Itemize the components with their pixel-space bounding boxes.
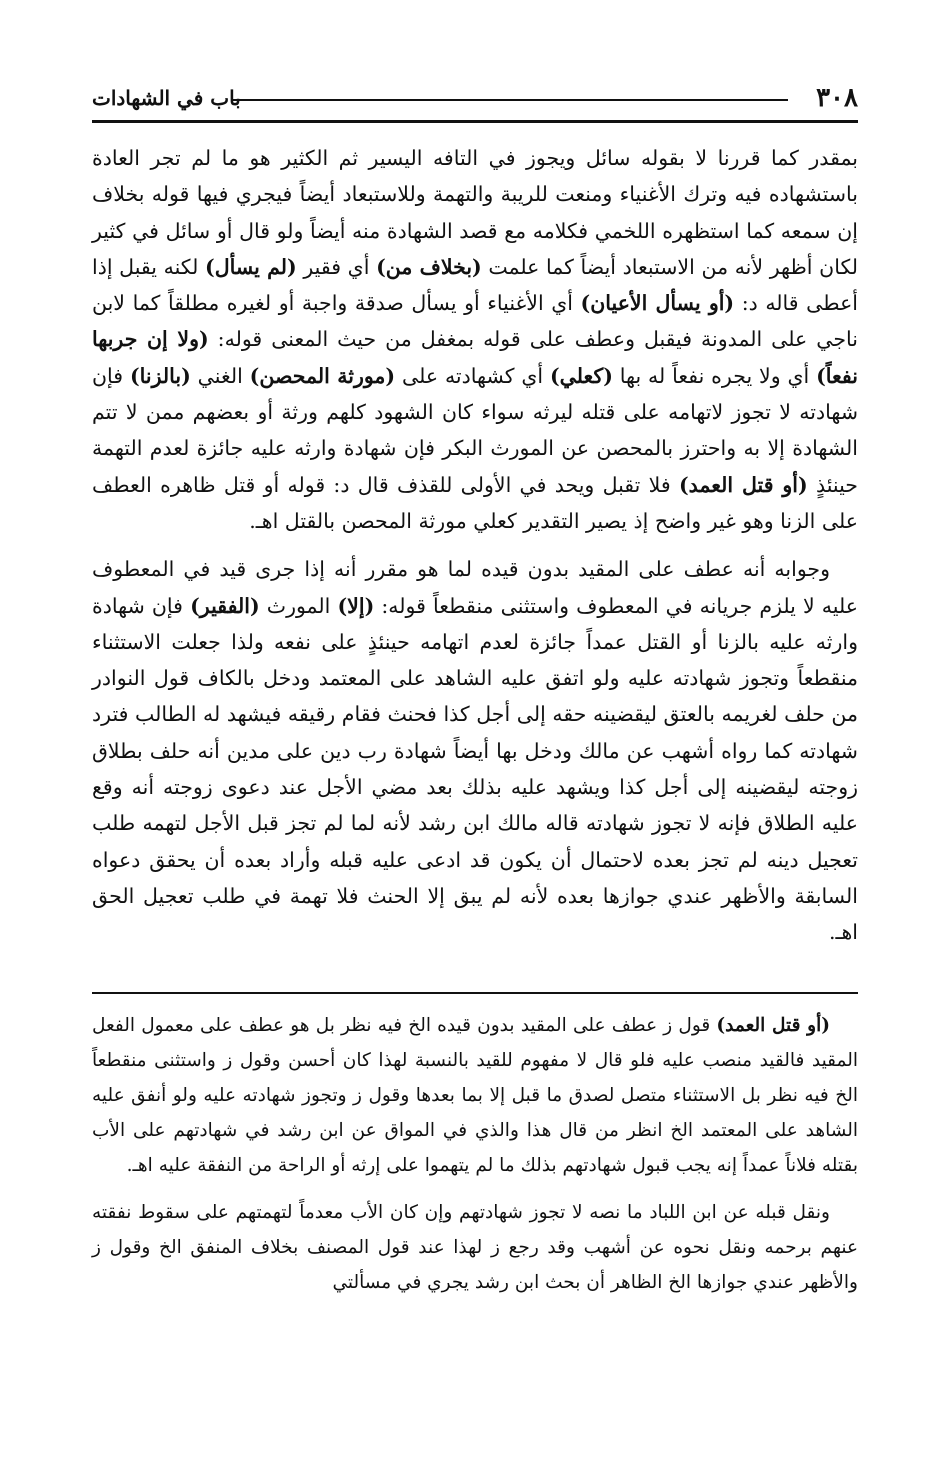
bold-term: (لم يسأل) xyxy=(205,254,297,279)
bold-term: (ولا إن جربها نفعاً) xyxy=(92,327,859,388)
bold-term: (كعلي) xyxy=(549,363,613,388)
text-run: وجوابه أنه عطف على المقيد بدون قيده لما هو مقرر أنه إذا جرى قيد في المعطوف عليه لا يلزم جريانه في المعطوف واستثنى منقطعاً قوله: xyxy=(92,557,859,618)
text-run: بمقدر كما قررنا لا بقوله سائل ويجوز في التافه اليسير ثم الكثير هو ما لم تجر العادة باستشهاده فيه وترك الأغنياء ومنعت للريبة والتهمة وللاستبعاد أيضاً فيجري فيها قوله بخلاف إن سمعه كما استظهره اللخمي فكلامه مع قصد الشهادة منه أيضاً ولو قال أو سائل في كثير لكان أظهر لأنه من الاستبعاد أيضاً كما علمت xyxy=(92,146,859,279)
text-run: فإن شهادته لا تجوز لاتهامه على قتله ليرثه سواء كان الشهود كلهم ورثة أو بعضهم ممن لا تتم الشهادة إلا به واحترز بالمحصن عن المورث البكر فإن شهادة وارثه عليه جائزة لعدم التهمة حينئذٍ xyxy=(92,363,858,497)
footnotes xyxy=(92,1008,858,1300)
text-run: فإن شهادة وارثه عليه بالزنا أو القتل عمداً جائزة لعدم اتهامه حينئذٍ على نفعه ولذا جعلت الاستثناء منقطعاً وتجوز شهادته عليه ولو اتفق عليه الشاهد على المعتمد ودخل بالكاف قول النوادر من حلف لغريمه بالعتق ليقضينه حقه إلى أجل كذا فحنث فقام رقيقه فيشهد له الطالب فترد شهادته كما رواه أشهب عن مالك ودخل بها أيضاً شهادة رب دين على مدين أنه حلف بطلاق زوجته ليقضينه إلى أجل كذا ويشهد عليه بذلك بعد مضي الأجل عند دعوى زوجته أنه وقع عليه الطلاق فإنه لا تجوز شهادته قاله مالك ابن رشد لأنه لما لم تجز قبل الأجل لتهمه طلب تعجيل دينه لم تجز بعده لاحتمال أن يكون قد ادعى عليه قبله وأراد بعده أن يحقق دعواه السابقة والأظهر عندي جوازها بعده لأنه لم يبق إلا الحنث فلا تهمة في طلب تعجيل الحق اهـ. xyxy=(92,593,858,945)
bold-term: (بخلاف من) xyxy=(376,254,482,279)
bold-term: (الفقير) xyxy=(190,593,260,618)
text-run: أي فقير xyxy=(296,254,377,279)
footnote-paragraph-2 xyxy=(92,1195,858,1300)
header-dash-line xyxy=(232,99,788,101)
text-run: لكنه يقبل إذا أعطى قاله د: xyxy=(92,254,858,316)
bold-term: (مورثة المحصن) xyxy=(249,363,396,388)
text-run: فلا تقبل ويحد في الأولى للقذف قال د: قوله أو قتل ظاهره العطف على الزنا وهو غير واضح إذ يصير التقدير كعلي مورثة المحصن بالقتل اهـ. xyxy=(92,472,858,533)
text-run: قول ز عطف على المقيد بدون قيده الخ فيه نظر بل هو عطف على معمول الفعل المقيد فالقيد منصب عليه فلو قال لا مفهوم للقيد بالنسبة لهذا كان أحسن وقول ز واستثنى منقطعاً الخ فيه نظر بل الاستثناء متصل لصدق ما قبل إلا بما بعدها وقول ز وتجوز شهادته عليه ولو أنفق عليه الشاهد على المعتمد الخ انظر من قال هذا والذي في المواق عن ابن رشد في شهادتهم على الأب بقتله فلاناً عمداً إنه يجب قبول شهادتهم بذلك ما لم يتهموا على إرثه أو الراحة من النفقة عليه اهـ. xyxy=(92,1015,858,1176)
page-number: ٣٠٨ xyxy=(816,83,858,113)
text-run: الغني xyxy=(190,363,250,388)
footnote-paragraph-1 xyxy=(92,1008,858,1183)
main-paragraph-2 xyxy=(92,551,858,950)
text-run: أي كشهادته على xyxy=(395,363,550,388)
main-text xyxy=(92,140,858,951)
page-header xyxy=(92,80,858,116)
bold-term: (أو يسأل الأعيان) xyxy=(580,291,735,316)
running-title: باب في الشهادات xyxy=(92,86,241,110)
bold-term: (بالزنا) xyxy=(129,363,191,388)
text-run: ونقل قبله عن ابن اللباد ما نصه لا تجوز شهادتهم وإن كان الأب معدماً لتهمتهم على سقوط نفقته عنهم برحمه ونقل نحوه عن أشهب وقد رجع ز لهذا عند قول المصنف بخلاف المنفق الخ وقول ز والأظهر عندي جوازها الخ الظاهر أن بحث ابن رشد يجري في مسألتي xyxy=(92,1202,858,1293)
main-paragraph-1 xyxy=(92,140,858,539)
footnote-rule xyxy=(92,992,858,994)
text-run: أي ولا يجره نفعاً له بها xyxy=(612,363,817,388)
bold-term: (إلا) xyxy=(337,593,375,618)
bold-term: (أو قتل العمد) xyxy=(716,1015,830,1036)
text-run: أي الأغنياء أو يسأل صدقة واجبة أو لغيره مطلقاً كما لابن ناجي على المدونة فيقبل وعطف على قوله بمغفل من حيث المعنى قوله: xyxy=(92,291,858,352)
header-rule xyxy=(92,120,858,123)
bold-term: (أو قتل العمد) xyxy=(678,472,808,497)
text-run: المورث xyxy=(259,593,338,618)
